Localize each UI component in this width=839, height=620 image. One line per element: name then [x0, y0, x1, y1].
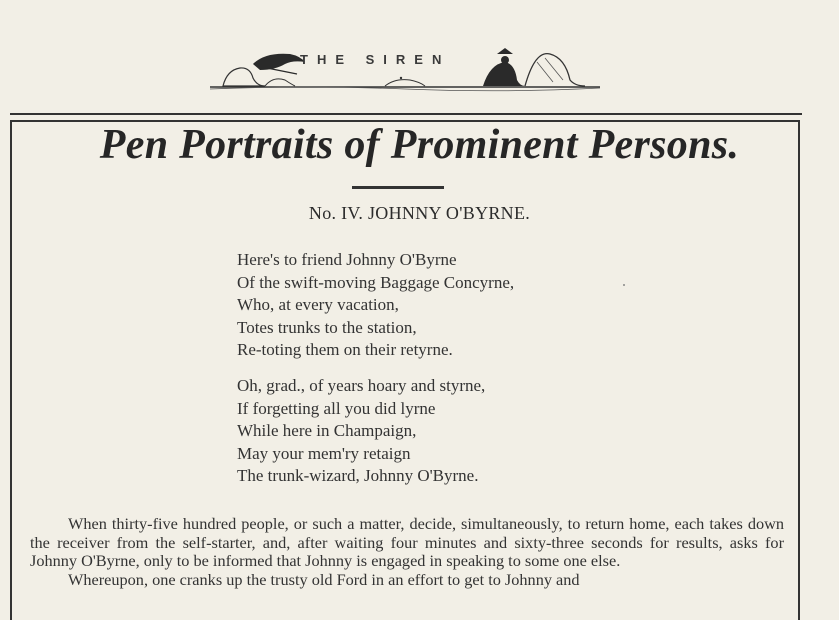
masthead-title: THE SIREN: [300, 52, 451, 67]
poem-line: Here's to friend Johnny O'Byrne: [237, 250, 457, 269]
ink-speck: [623, 284, 625, 286]
poem-line: Oh, grad., of years hoary and styrne,: [237, 376, 486, 395]
subhead: No. IV. JOHNNY O'BYRNE.: [308, 203, 531, 223]
poem-line: Of the swift-moving Baggage Concyrne,: [237, 272, 515, 292]
poem-stanza-1: [237, 249, 514, 362]
poem-line: Who, at every vacation,: [237, 295, 399, 314]
poem-line: If forgetting all you did lyrne: [237, 398, 436, 418]
poem-line: Re-toting them on their retyrne.: [237, 340, 453, 359]
poem-line: Totes trunks to the station,: [237, 317, 417, 337]
poem-line: The trunk-wizard, Johnny O'Byrne.: [237, 466, 479, 485]
body-paragraph: Whereupon, one cranks up the trusty old Ford in an effort to get to Johnny and: [68, 569, 580, 589]
poem-line: While here in Champaign,: [237, 421, 417, 440]
body-paragraph: When thirty-five hundred people, or such a matter, decide, simultaneously, to return home, each takes down the receiver from the self-starter, and, after waiting four minutes and sixty-three seconds for results, asks for Johnny O'Byrne, only to be informed that Johnny is engaged in speaking to some one else.: [30, 514, 784, 570]
poem-line: May your mem'ry retaign: [237, 443, 411, 463]
article-body: [30, 515, 784, 589]
poem-stanza-2: [237, 375, 485, 488]
masthead: [205, 40, 605, 92]
headline-rule: [352, 186, 444, 189]
headline: Pen Portraits of Prominent Persons.: [99, 122, 740, 168]
top-rule: [10, 113, 802, 115]
